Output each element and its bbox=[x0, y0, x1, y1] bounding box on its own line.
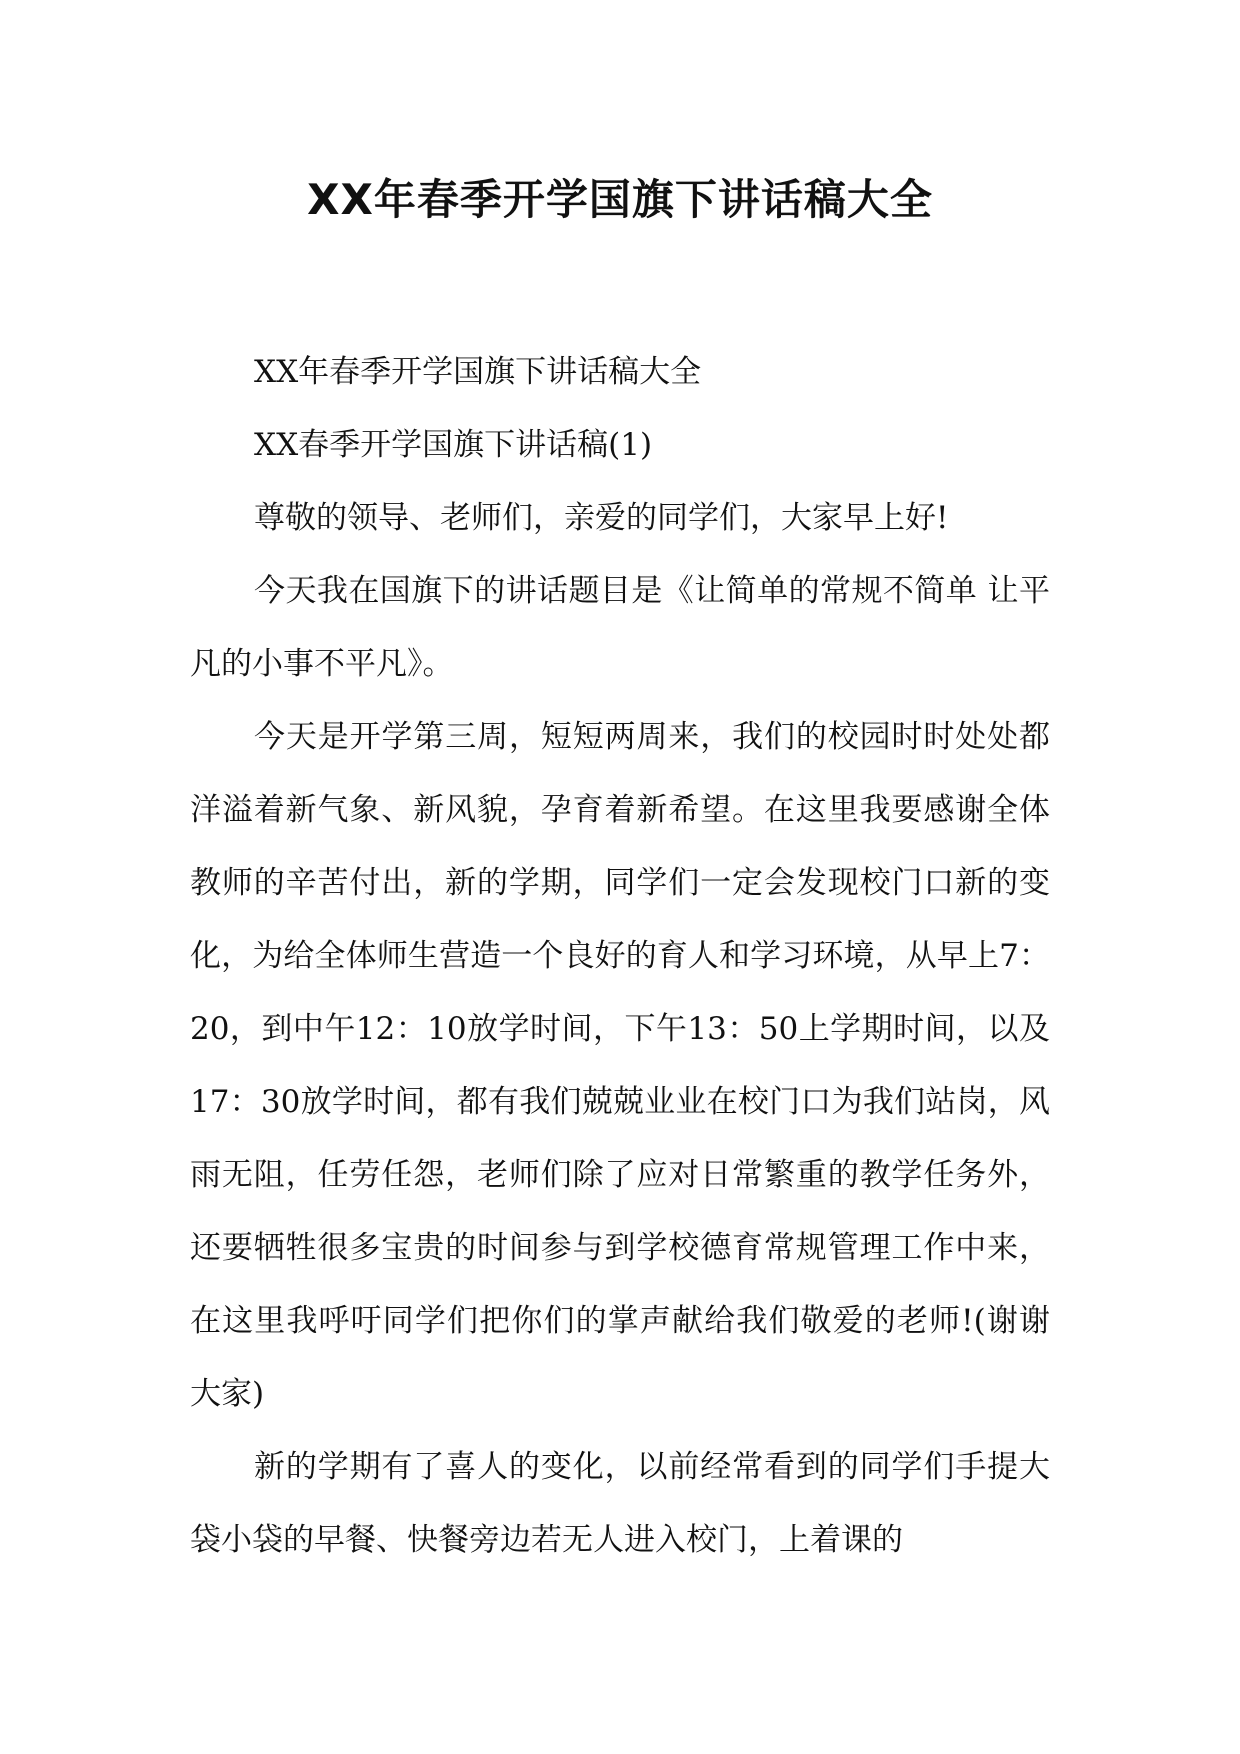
paragraph-continuation: 新的学期有了喜人的变化，以前经常看到的同学们手提大袋小袋的早餐、快餐旁边若无人进入校门，上着课的 bbox=[190, 1449, 1050, 1558]
paragraph-subtitle: XX年春季开学国旗下讲话稿大全 bbox=[254, 354, 702, 390]
document-body bbox=[190, 336, 1050, 1577]
paragraph-section-heading: XX春季开学国旗下讲话稿(1) bbox=[254, 427, 653, 463]
paragraph-greeting: 尊敬的领导、老师们，亲爱的同学们，大家早上好! bbox=[254, 500, 949, 536]
paragraph-topic: 今天我在国旗下的讲话题目是《让简单的常规不简单 让平凡的小事不平凡》。 bbox=[190, 573, 1050, 682]
paragraph-main: 今天是开学第三周，短短两周来，我们的校园时时处处都洋溢着新气象、新风貌，孕育着新希望。在这里我要感谢全体教师的辛苦付出，新的学期，同学们一定会发现校门口新的变化，为给全体师生营造一个良好的育人和学习环境，从早上7：20，到中午12：10放学时间，下午13：50上学期时间，以及17：30放学时间，都有我们兢兢业业在校门口为我们站岗，风雨无阻，任劳任怨，老师们除了应对日常繁重的教学任务外，还要牺牲很多宝贵的时间参与到学校德育常规管理工作中来，在这里我呼吁同学们把你们的掌声献给我们敬爱的老师!(谢谢大家) bbox=[190, 719, 1050, 1412]
document-title: XX年春季开学国旗下讲话稿大全 bbox=[307, 175, 933, 224]
